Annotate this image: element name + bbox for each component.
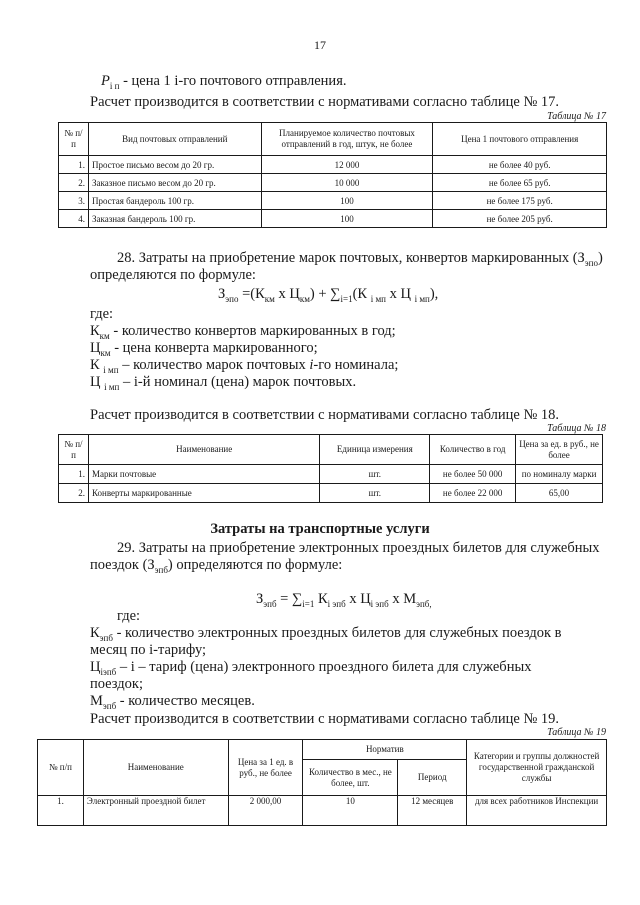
- table-row: 1. Марки почтовые шт. не более 50 000 по номиналу марки: [59, 465, 603, 484]
- table-row: 1. Простое письмо весом до 20 гр. 12 000 не более 40 руб.: [59, 156, 607, 174]
- table-header-cell: Единица измерения: [320, 435, 430, 465]
- definition-line: Ц $_{i мп}$ – i-й номинал (цена) марок почтовых.: [90, 374, 357, 392]
- table-header-cell: Цена за ед. в руб., не более: [516, 435, 603, 465]
- table-header-cell: № п/п: [38, 740, 84, 796]
- section-28-line-1: 28. Затраты на приобретение марок почтовых, конвертов маркированных $(З_{эпо})$: [117, 250, 603, 268]
- calc-note-18: Расчет производится в соответствии с нормативами согласно таблице № 18.: [90, 407, 560, 423]
- table-header-cell: Вид почтовых отправлений: [88, 123, 261, 156]
- table-header-cell: Цена за 1 ед. в руб., не более: [228, 740, 303, 796]
- table-header-cell: Категории и группы должностей государственной гражданской службы: [467, 740, 607, 796]
- table-header-cell: Количество в мес., не более, шт.: [303, 760, 398, 796]
- formula-29: $З_{эпб} = \sum_{i=1}$ $К_{i эпб}$ х $Ц_{i эпб}$ х $М_{эпб,}$: [256, 591, 432, 609]
- table-header-cell: Количество в год: [430, 435, 516, 465]
- definition-line: $М_{эпб}$ - количество месяцев.: [90, 693, 255, 711]
- section-29-line-1: 29. Затраты на приобретение электронных проездных билетов для служебных: [117, 540, 600, 556]
- table-18: [58, 434, 603, 503]
- definition-line: $Ц_{км}$ - цена конверта маркированного;: [90, 340, 318, 358]
- table-17-caption: Таблица № 17: [547, 111, 606, 122]
- table-17: [58, 122, 607, 228]
- definition-line: К $_{i мп}$ – количество марок почтовых i-го номинала;: [90, 357, 399, 375]
- calc-note-19: Расчет производится в соответствии с нормативами согласно таблице № 19.: [90, 711, 560, 727]
- page-number: 17: [314, 38, 326, 52]
- table-header-cell: Цена 1 почтового отправления: [433, 123, 607, 156]
- definition-line: $К_{км}$ - количество конвертов маркированных в год;: [90, 323, 396, 341]
- table-19: [37, 739, 607, 826]
- calc-note-17: Расчет производится в соответствии с нормативами согласно таблице № 17.: [90, 94, 560, 110]
- table-header-cell: № п/п: [59, 435, 89, 465]
- table-18-caption: Таблица № 18: [547, 423, 606, 434]
- section-29-line-2: поездок $(З_{эпб})$ определяются по формуле:: [90, 557, 343, 575]
- table-header-cell: Наименование: [88, 435, 319, 465]
- table-header-cell: Планируемое количество почтовых отправлений в год, штук, не более: [261, 123, 433, 156]
- table-header-cell: Наименование: [83, 740, 228, 796]
- table-row: 2. Конверты маркированные шт. не более 22 000 65,00: [59, 484, 603, 503]
- price-definition: $P_{i п}$ - цена 1 i-го почтового отправления.: [101, 73, 347, 91]
- table-row: 3. Простая бандероль 100 гр. 100 не более 175 руб.: [59, 192, 607, 210]
- where-label: где:: [117, 608, 141, 624]
- definition-line: $К_{эпб}$ - количество электронных проездных билетов для служебных поездок в: [90, 625, 562, 643]
- where-label: где:: [90, 306, 114, 322]
- formula-28: $З_{эпо} =(К_{км}$ х $Ц_{км}) + \sum_{i=1}(К$ $_{i мп}$ х Ц $_{i мп}$),: [218, 286, 439, 304]
- table-row: 2. Заказное письмо весом до 20 гр. 10 000 не более 65 руб.: [59, 174, 607, 192]
- table-header-cell: Период: [398, 760, 467, 796]
- table-19-caption: Таблица № 19: [547, 727, 606, 738]
- table-row: 1. Электронный проездной билет 2 000,00 10 12 месяцев для всех работников Инспекции: [38, 796, 607, 826]
- table-row: 4. Заказная бандероль 100 гр. 100 не более 205 руб.: [59, 210, 607, 228]
- table-header-cell: № п/п: [59, 123, 89, 156]
- table-header-cell: Норматив: [303, 740, 467, 760]
- definition-line: $Ц_{iэпб}$ – i – тариф (цена) электронного проездного билета для служебных: [90, 659, 532, 677]
- section-heading: Затраты на транспортные услуги: [210, 521, 430, 537]
- section-28-line-2: определяются по формуле:: [90, 267, 256, 283]
- definition-line: поездок;: [90, 676, 143, 692]
- definition-line: месяц по i-тарифу;: [90, 642, 207, 658]
